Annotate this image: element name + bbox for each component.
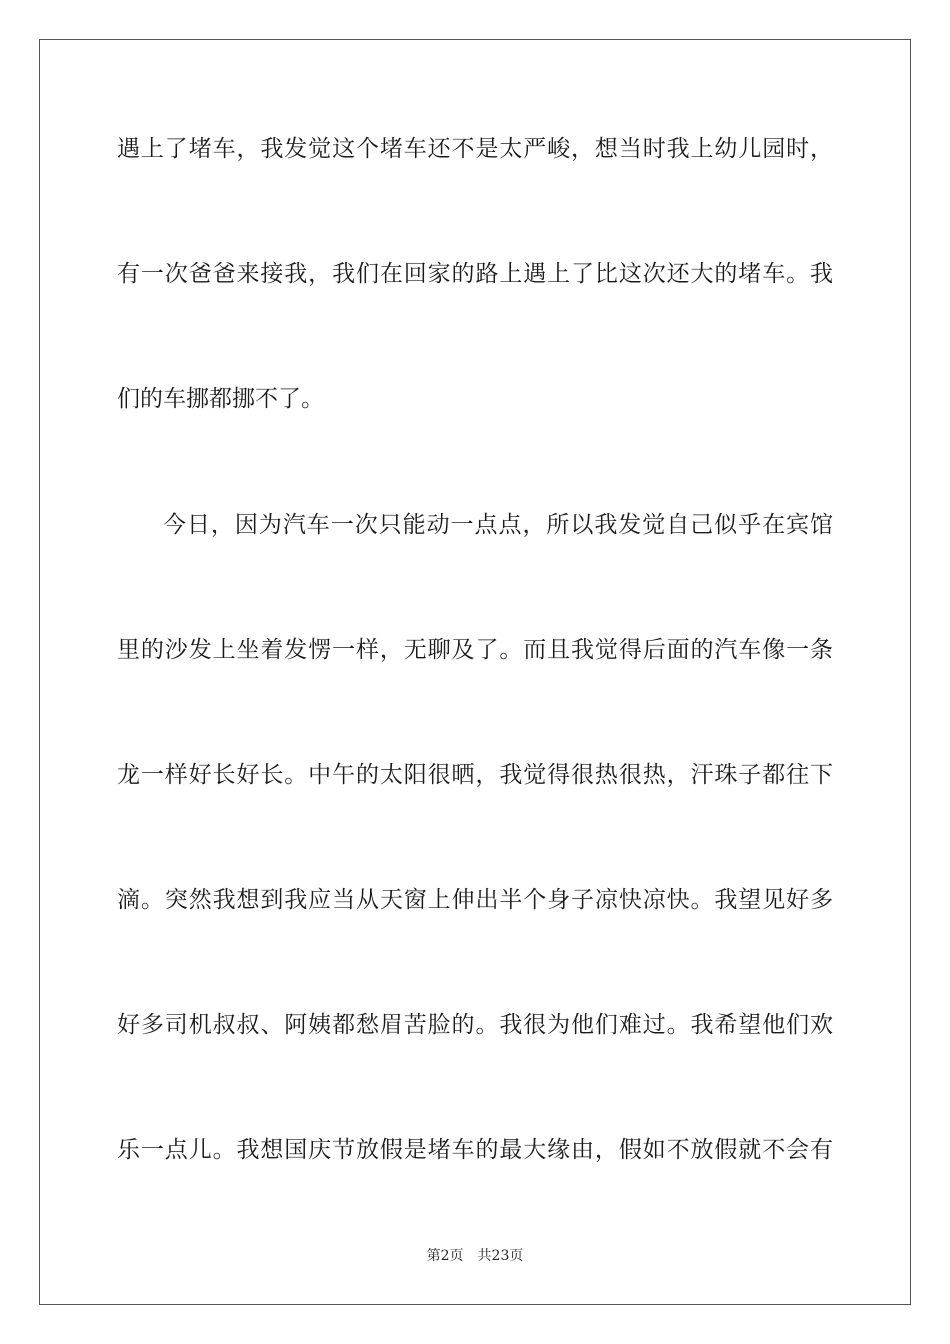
- page-footer: [0, 1246, 950, 1266]
- body-line-1: 遇上了堵车，我发觉这个堵车还不是太严峻，想当时我上幼儿园时，: [117, 136, 833, 162]
- body-line-2: 有一次爸爸来接我，我们在回家的路上遇上了比这次还大的堵车。我: [117, 261, 833, 287]
- body-line-6: 龙一样好长好长。中午的太阳很晒，我觉得很热很热，汗珠子都往下: [117, 762, 833, 788]
- body-line-9: 乐一点儿。我想国庆节放假是堵车的最大缘由，假如不放假就不会有: [117, 1137, 833, 1163]
- page-number: 第2页: [426, 1248, 464, 1264]
- body-line-8: 好多司机叔叔、阿姨都愁眉苦脸的。我很为他们难过。我希望他们欢: [117, 1012, 833, 1038]
- body-line-5: 里的沙发上坐着发愣一样，无聊及了。而且我觉得后面的汽车像一条: [117, 637, 833, 663]
- total-pages: 共23页: [477, 1248, 524, 1264]
- body-line-4: 今日，因为汽车一次只能动一点点，所以我发觉自己似乎在宾馆: [163, 512, 833, 538]
- body-line-7: 滴。突然我想到我应当从天窗上伸出半个身子凉快凉快。我望见好多: [117, 887, 833, 913]
- body-line-3: 们的车挪都挪不了。: [117, 386, 324, 412]
- page-border: [39, 39, 911, 1305]
